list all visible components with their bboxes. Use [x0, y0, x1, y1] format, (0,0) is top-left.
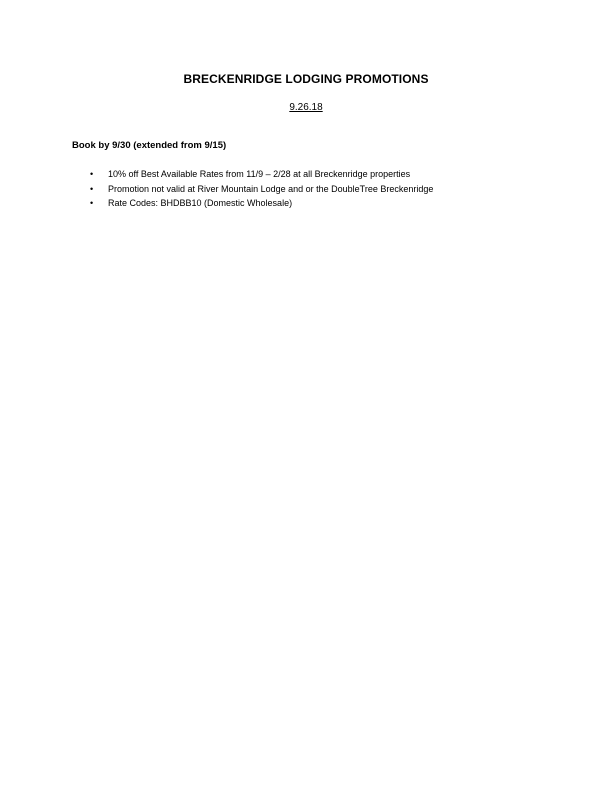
bullet-icon: •: [90, 183, 94, 194]
list-item: [90, 182, 433, 197]
list-item-text: Rate Codes: BHDBB10 (Domestic Wholesale): [108, 198, 293, 208]
document-date: 9.26.18: [289, 102, 323, 113]
bullet-icon: •: [90, 198, 94, 208]
list-item: [90, 196, 433, 211]
list-item-text: 10% off Best Available Rates from 11/9 – 2/28 at all Breckenridge properties: [108, 169, 411, 179]
bullet-icon: •: [90, 169, 94, 179]
list-item-text: Promotion not valid at River Mountain Lodge and or the DoubleTree Breckenridge: [108, 183, 434, 194]
promotion-list: [90, 167, 433, 211]
section-heading: Book by 9/30 (extended from 9/15): [72, 140, 227, 151]
document-title: BRECKENRIDGE LODGING PROMOTIONS: [183, 72, 429, 86]
list-item: [90, 167, 433, 182]
